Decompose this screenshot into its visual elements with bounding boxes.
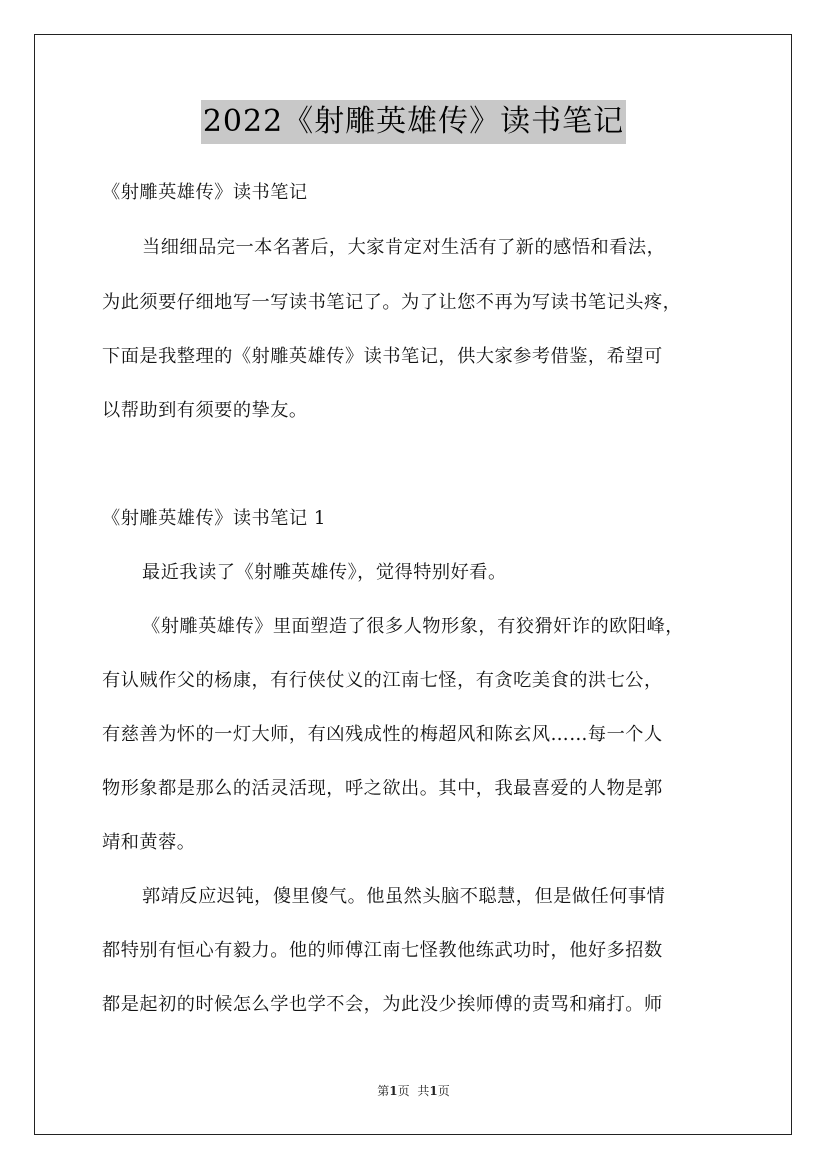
page-prefix: 第	[377, 1084, 390, 1098]
paragraph-line: 下面是我整理的《射雕英雄传》读书笔记，供大家参考借鉴，希望可	[102, 346, 663, 367]
total-pages: 1	[429, 1084, 438, 1098]
paragraph-line: 当细细品完一本名著后，大家肯定对生活有了新的感悟和看法，	[142, 237, 666, 258]
total-prefix: 共	[417, 1084, 430, 1098]
paragraph-line: 郭靖反应迟钝，傻里傻气。他虽然头脑不聪慧，但是做任何事情	[142, 886, 666, 907]
paragraph-line: 为此须要仔细地写一写读书笔记了。为了让您不再为写读书笔记头疼，	[102, 292, 682, 313]
paragraph-line: 有认贼作父的杨康，有行侠仗义的江南七怪，有贪吃美食的洪七公，	[102, 670, 663, 691]
page-suffix: 页	[397, 1084, 410, 1098]
total-suffix: 页	[437, 1084, 450, 1098]
page-footer	[0, 1082, 827, 1099]
paragraph-line: 都是起初的时候怎么学也学不会，为此没少挨师傅的责骂和痛打。师	[102, 994, 663, 1015]
section-heading-note-1: 《射雕英雄传》读书笔记 1	[102, 508, 326, 529]
document-title: 2022《射雕英雄传》读书笔记	[201, 100, 626, 144]
paragraph-line: 以帮助到有须要的挚友。	[102, 400, 308, 421]
paragraph-line: 靖和黄蓉。	[102, 832, 196, 853]
paragraph-line: 物形象都是那么的活灵活现，呼之欲出。其中，我最喜爱的人物是郭	[102, 778, 663, 799]
paragraph-line: 《射雕英雄传》里面塑造了很多人物形象，有狡猾奸诈的欧阳峰，	[142, 616, 684, 637]
title-wrap	[0, 100, 827, 144]
page-number: 1	[389, 1084, 398, 1098]
paragraph-line: 最近我读了《射雕英雄传》，觉得特别好看。	[142, 562, 507, 583]
section-heading-intro: 《射雕英雄传》读书笔记	[102, 182, 308, 203]
paragraph-line: 有慈善为怀的一灯大师，有凶残成性的梅超风和陈玄风……每一个人	[102, 724, 663, 745]
paragraph-line: 都特别有恒心有毅力。他的师傅江南七怪教他练武功时，他好多招数	[102, 940, 663, 961]
